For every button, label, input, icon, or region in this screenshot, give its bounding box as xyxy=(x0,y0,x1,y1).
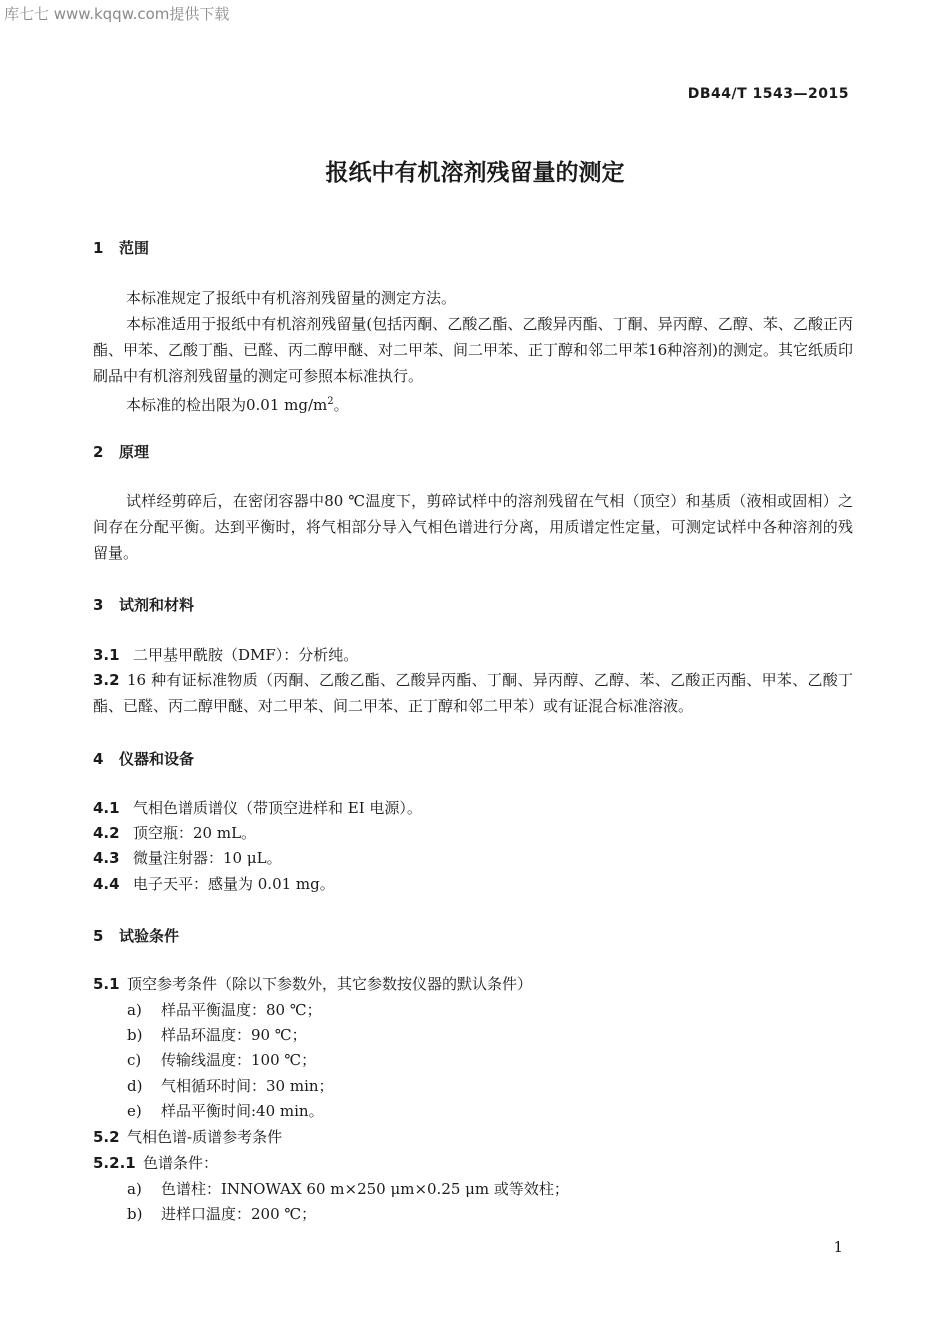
section-5-heading xyxy=(93,925,179,946)
sub-text: 样品环温度：90 ℃； xyxy=(161,1026,307,1044)
sub-label: a) xyxy=(127,1001,142,1019)
section-title: 试剂和材料 xyxy=(119,596,195,614)
item-3-1 xyxy=(93,642,358,668)
superscript: 2 xyxy=(327,396,334,407)
section-number: 3 xyxy=(93,596,104,614)
section-title: 试验条件 xyxy=(119,927,180,945)
section-title: 范围 xyxy=(119,239,150,257)
page-number: 1 xyxy=(833,1238,843,1256)
sub-item-a-2 xyxy=(127,1176,569,1202)
item-5-2-1 xyxy=(93,1150,218,1176)
sub-label: b) xyxy=(127,1205,143,1223)
item-text: 气相色谱质谱仪（带顶空进样和 EI 电源）。 xyxy=(133,799,422,817)
item-number: 3.2 xyxy=(93,671,120,689)
sub-item-b xyxy=(127,1022,307,1048)
sub-label: c) xyxy=(127,1051,142,1069)
scope-paragraph-2: 本标准适用于报纸中有机溶剂残留量(包括丙酮、乙酸乙酯、乙酸异丙酯、丁酮、异丙醇、乙醇、苯、乙酸正丙酯、甲苯、乙酸丁酯、已醛、丙二醇甲醚、对二甲苯、间二甲苯、正丁醇和邻二甲苯16种溶剂)的测定。其它纸质印刷品中有机溶剂残留量的测定可参照本标准执行。 xyxy=(93,315,853,385)
item-text: 顶空瓶：20 mL。 xyxy=(133,824,257,842)
sub-text: 样品平衡时间:40 min。 xyxy=(161,1102,324,1120)
section-number: 5 xyxy=(93,927,104,945)
watermark-text: 库七七 www.kqqw.com提供下载 xyxy=(4,5,230,23)
item-number: 4.1 xyxy=(93,799,120,817)
detection-limit-text: 本标准的检出限为0.01 mg/m xyxy=(126,396,328,414)
item-number: 5.1 xyxy=(93,975,120,993)
period: 。 xyxy=(333,396,349,414)
sub-item-d xyxy=(127,1073,334,1099)
item-4-1 xyxy=(93,795,422,821)
item-number: 4.3 xyxy=(93,849,120,867)
sub-label: d) xyxy=(127,1077,143,1095)
sub-text: 传输线温度：100 ℃； xyxy=(161,1051,317,1069)
sub-text: 色谱柱：INNOWAX 60 m×250 μm×0.25 μm 或等效柱； xyxy=(161,1180,569,1198)
sub-label: a) xyxy=(127,1180,142,1198)
item-4-3 xyxy=(93,845,282,871)
sub-text: 进样口温度：200 ℃； xyxy=(161,1205,317,1223)
item-number: 5.2 xyxy=(93,1128,120,1146)
document-title: 报纸中有机溶剂残留量的测定 xyxy=(325,160,625,186)
item-text: 色谱条件： xyxy=(143,1154,219,1172)
sub-label: b) xyxy=(127,1026,143,1044)
section-2-heading xyxy=(93,441,149,462)
item-text: 电子天平：感量为 0.01 mg。 xyxy=(133,875,335,893)
item-text: 二甲基甲酰胺（DMF）：分析纯。 xyxy=(133,646,359,664)
section-number: 1 xyxy=(93,239,104,257)
sub-item-b-2 xyxy=(127,1201,316,1227)
scope-paragraph-1: 本标准规定了报纸中有机溶剂残留量的测定方法。 xyxy=(126,289,457,307)
section-1-heading xyxy=(93,237,149,258)
item-4-4 xyxy=(93,871,335,897)
sub-item-e xyxy=(127,1098,324,1124)
section-number: 4 xyxy=(93,750,104,768)
item-text: 16 种有证标准物质（丙酮、乙酸乙酯、乙酸异丙酯、丁酮、异丙醇、乙醇、苯、乙酸正丙酯、甲苯、乙酸丁酯、已醛、丙二醇甲醚、对二甲苯、间二甲苯、正丁醇和邻二甲苯）或有证混合标准溶液。 xyxy=(93,671,853,715)
item-number: 3.1 xyxy=(93,646,120,664)
section-3-heading xyxy=(93,594,194,615)
item-number: 5.2.1 xyxy=(93,1154,136,1172)
sub-text: 样品平衡温度：80 ℃； xyxy=(161,1001,322,1019)
sub-item-c xyxy=(127,1047,316,1073)
item-text: 微量注射器：10 μL。 xyxy=(133,849,282,867)
scope-paragraph-3 xyxy=(93,389,853,418)
standard-number: DB44/T 1543—2015 xyxy=(687,86,849,102)
section-title: 仪器和设备 xyxy=(119,750,195,768)
principle-paragraph: 试样经剪碎后，在密闭容器中80 ℃温度下，剪碎试样中的溶剂残留在气相（顶空）和基质（液相或固相）之间存在分配平衡。达到平衡时，将气相部分导入气相色谱进行分离，用质谱定性定量，可测定试样中各种溶剂的残留量。 xyxy=(93,492,853,562)
item-4-2 xyxy=(93,820,256,846)
item-text: 气相色谱-质谱参考条件 xyxy=(127,1128,283,1146)
item-text: 顶空参考条件（除以下参数外，其它参数按仪器的默认条件） xyxy=(127,975,533,993)
section-4-heading xyxy=(93,748,194,769)
item-number: 4.4 xyxy=(93,875,120,893)
section-title: 原理 xyxy=(119,443,150,461)
sub-item-a xyxy=(127,997,322,1023)
item-5-1 xyxy=(93,971,532,997)
item-5-2 xyxy=(93,1124,282,1150)
sub-text: 气相循环时间：30 min； xyxy=(161,1077,334,1095)
sub-label: e) xyxy=(127,1102,142,1120)
item-number: 4.2 xyxy=(93,824,120,842)
item-3-2 xyxy=(93,667,853,719)
section-number: 2 xyxy=(93,443,104,461)
